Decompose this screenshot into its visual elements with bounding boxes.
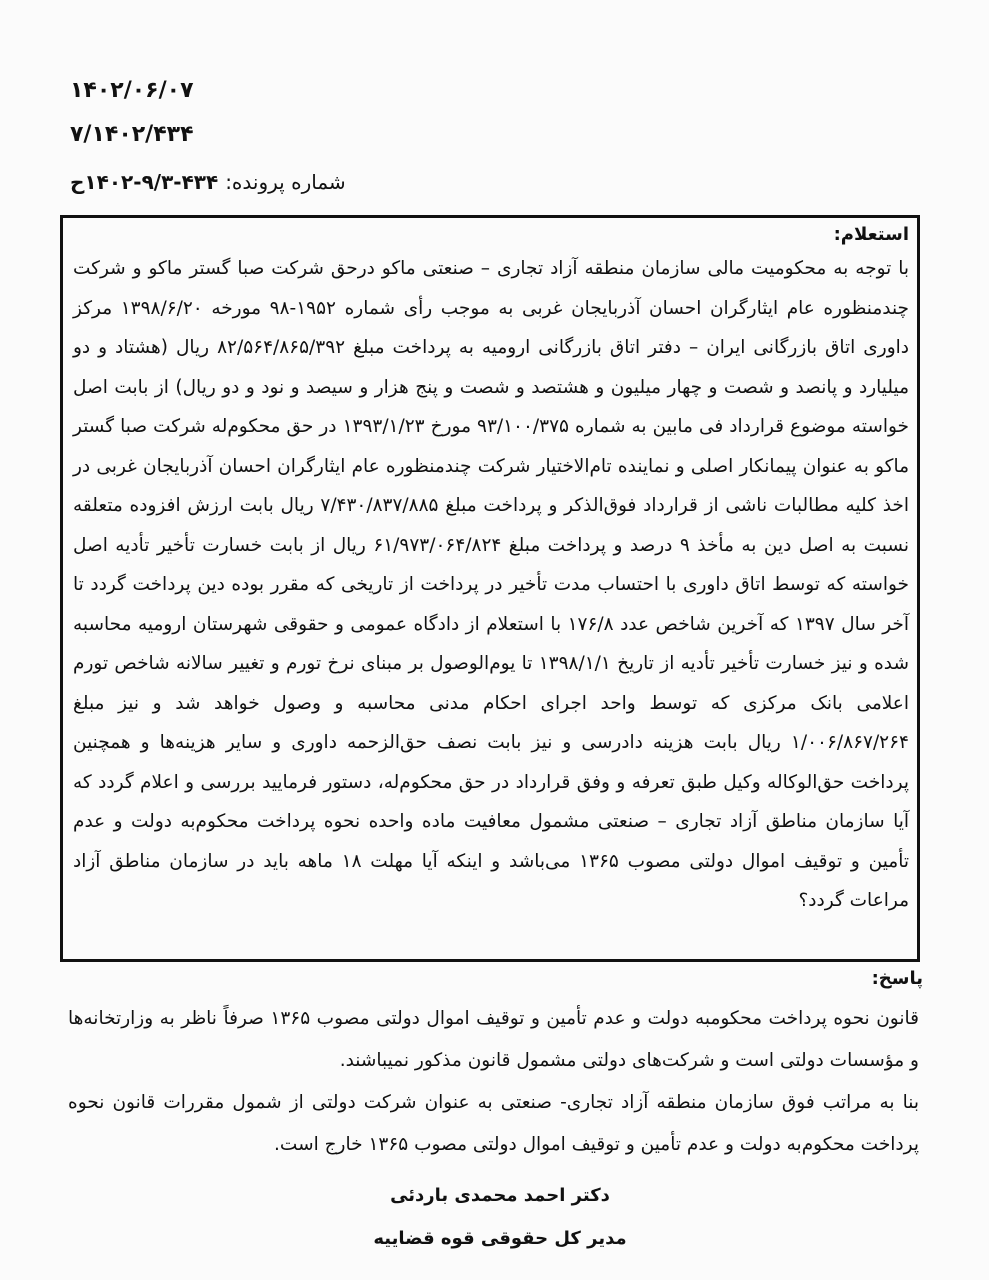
signatory-name: دکتر احمد محمدی باردئی bbox=[390, 1185, 610, 1206]
letter-date: ۱۴۰۲/۰۶/۰۷ bbox=[70, 78, 194, 103]
inquiry-title: استعلام: bbox=[833, 224, 909, 245]
inquiry-text: با توجه به محکومیت مالی سازمان منطقه آزاد تجاری – صنعتی ماکو درحق شرکت صبا گستر ماکو و شرکت چندمنظوره عام ایثارگران احسان آذربایجان غربی به موجب رأی شماره ۱۹۵۲-۹۸ مورخه ۱۳۹۸/۶/۲۰ مرکز داوری اتاق بازرگانی ایران – دفتر اتاق بازرگانی ارومیه به پرداخت مبلغ ۸۲/۵۶۴/۸۶۵/۳۹۲ ریال (هشتاد و دو میلیارد و پانصد و شصت و چهار میلیون و هشتصد و شصت و پنج هزار و سیصد و نود و دو ریال) از بابت اصل خواسته موضوع قرارداد فی مابین به شماره ۹۳/۱۰۰/۳۷۵ مورخ ۱۳۹۳/۱/۲۳ در حق محکوم‌له شرکت صبا گستر ماکو به عنوان پیمانکار اصلی و نماینده تام‌الاختیار شرکت چندمنظوره عام ایثارگران احسان آذربایجان غربی در اخذ کلیه مطالبات ناشی از قرارداد فوق‌الذکر و پرداخت مبلغ ۷/۴۳۰/۸۳۷/۸۸۵ ریال بابت ارزش افزوده متعلقه نسبت به اصل دین به مأخذ ۹ درصد و پرداخت مبلغ ۶۱/۹۷۳/۰۶۴/۸۲۴ ریال از بابت خسارت تأخیر تأدیه اصل خواسته که توسط اتاق داوری با احتساب مدت تأخیر در پرداخت از تاریخی که مقرر بوده دین پرداخت گردد تا آخر سال ۱۳۹۷ که آخرین شاخص عدد ۱۷۶/۸ با استعلام از دادگاه عمومی و حقوقی شهرستان ارومیه محاسبه شده و نیز خسارت تأخیر تأدیه از تاریخ ۱۳۹۸/۱/۱ تا یوم‌الوصول بر مبنای نرخ تورم و تغییر سالانه شاخص تورم اعلامی بانک مرکزی که توسط واحد اجرای احکام مدنی محاسبه و وصول خواهد شد و نیز مبلغ ۱/۰۰۶/۸۶۷/۲۶۴ ریال بابت هزینه دادرسی و نیز بابت نصف حق‌الزحمه داوری و سایر هزینه‌ها و همچنین پرداخت حق‌الوکاله وکیل طبق تعرفه و وفق قرارداد در حق محکوم‌له، دستور فرمایید بررسی و اعلام گردد که آیا سازمان مناطق آزاد تجاری – صنعتی مشمول معافیت ماده واحده نحوه پرداخت محکوم‌به دولت و عدم تأمین و توقیف اموال دولتی مصوب ۱۳۶۵ می‌باشد و اینکه آیا مهلت ۱۸ ماهه باید در سازمان مناطق آزاد مراعات گردد؟ bbox=[73, 258, 909, 911]
file-number-label: شماره پرونده: bbox=[225, 170, 346, 194]
file-number: ۴۳۴-۹/۳-۱۴۰۲ح bbox=[70, 170, 219, 194]
answer-body bbox=[68, 998, 919, 1166]
answer-title: پاسخ: bbox=[871, 968, 923, 989]
signatory-title: مدیر کل حقوقی قوه قضاییه bbox=[373, 1228, 627, 1249]
letter-number: ۷/۱۴۰۲/۴۳۴ bbox=[70, 122, 194, 147]
answer-paragraph: قانون نحوه پرداخت محکومبه دولت و عدم تأمین و توقیف اموال دولتی مصوب ۱۳۶۵ صرفاً ناظر به وزارتخانه‌ها و مؤسسات دولتی است و شرکت‌های دولتی مشمول قانون مذکور نمیباشند. bbox=[68, 1008, 919, 1071]
inquiry-box bbox=[60, 215, 920, 962]
file-number-line bbox=[70, 170, 346, 194]
answer-paragraph: بنا به مراتب فوق سازمان منطقه آزاد تجاری- صنعتی به عنوان شرکت دولتی از شمول مقررات قانون نحوه پرداخت محکوم‌به دولت و عدم تأمین و توقیف اموال دولتی مصوب ۱۳۶۵ خارج است. bbox=[68, 1092, 919, 1155]
